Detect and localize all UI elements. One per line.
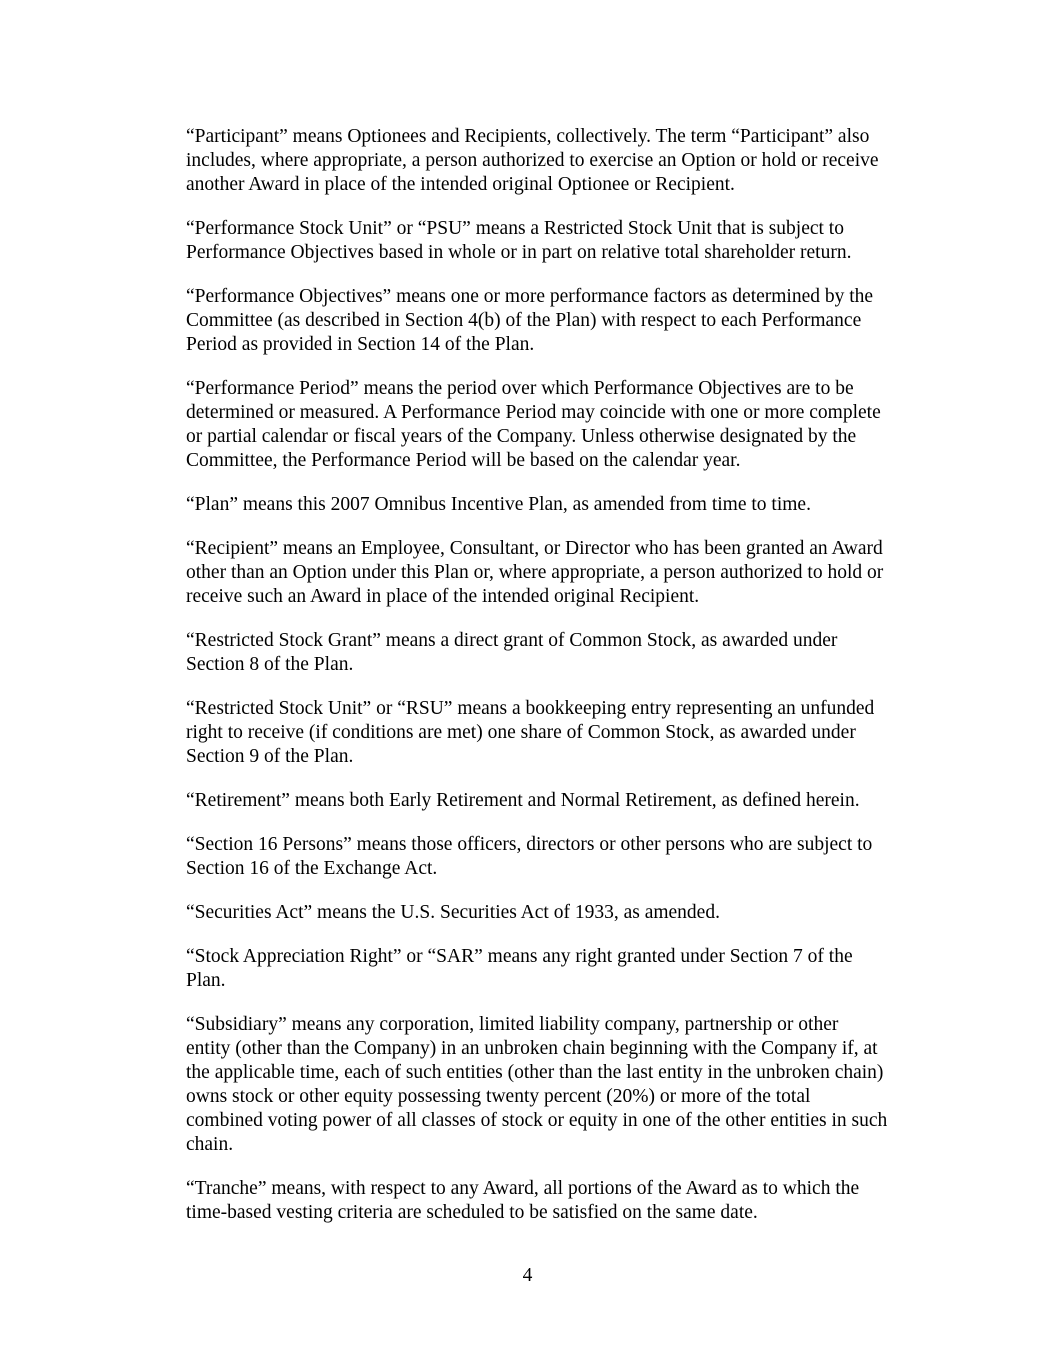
definition-subsidiary: “Subsidiary” means any corporation, limited liability company, partnership or other entity (other than the Company) in an unbroken chain beginning with the Company if, at the applicable time, each of such entities (other than the last entity in the unbroken chain) owns stock or other equity possessing twenty percent (20%) or more of the total combined voting power of all classes of stock or equity in one of the other entities in such chain.: [186, 1014, 888, 1155]
definition-restricted-stock-grant: “Restricted Stock Grant” means a direct grant of Common Stock, as awarded under Section 8 of the Plan.: [186, 630, 838, 675]
definition-restricted-stock-unit: “Restricted Stock Unit” or “RSU” means a bookkeeping entry representing an unfunded right to receive (if conditions are met) one share of Common Stock, as awarded under Section 9 of the Plan.: [186, 698, 875, 767]
definition-stock-appreciation-right: “Stock Appreciation Right” or “SAR” means any right granted under Section 7 of the Plan.: [186, 946, 853, 991]
document-body: [186, 125, 938, 1245]
definition-performance-period: “Performance Period” means the period over which Performance Objectives are to be determined or measured. A Performance Period may coincide with one or more complete or partial calendar or fiscal years of the Company. Unless otherwise designated by the Committee, the Performance Period will be based on the calendar year.: [186, 378, 881, 471]
definition-participant: “Participant” means Optionees and Recipients, collectively. The term “Participant” also includes, where appropriate, a person authorized to exercise an Option or hold or receive another Award in place of the intended original Optionee or Recipient.: [186, 126, 879, 195]
definition-tranche: “Tranche” means, with respect to any Award, all portions of the Award as to which the time-based vesting criteria are scheduled to be satisfied on the same date.: [186, 1178, 860, 1223]
definition-retirement: “Retirement” means both Early Retirement and Normal Retirement, as defined herein.: [186, 790, 860, 811]
definition-securities-act: “Securities Act” means the U.S. Securities Act of 1933, as amended.: [186, 902, 720, 923]
definition-section-16-persons: “Section 16 Persons” means those officers, directors or other persons who are subject to Section 16 of the Exchange Act.: [186, 834, 873, 879]
page-number: 4: [522, 1265, 533, 1286]
definition-performance-objectives: “Performance Objectives” means one or more performance factors as determined by the Committee (as described in Section 4(b) of the Plan) with respect to each Performance Period as provided in Section 14 of the Plan.: [186, 286, 874, 355]
definition-recipient: “Recipient” means an Employee, Consultant, or Director who has been granted an Award other than an Option under this Plan or, where appropriate, a person authorized to hold or receive such an Award in place of the intended original Recipient.: [186, 538, 884, 607]
definition-plan: “Plan” means this 2007 Omnibus Incentive Plan, as amended from time to time.: [186, 494, 811, 515]
definition-performance-stock-unit: “Performance Stock Unit” or “PSU” means a Restricted Stock Unit that is subject to Performance Objectives based in whole or in part on relative total shareholder return.: [186, 218, 852, 263]
